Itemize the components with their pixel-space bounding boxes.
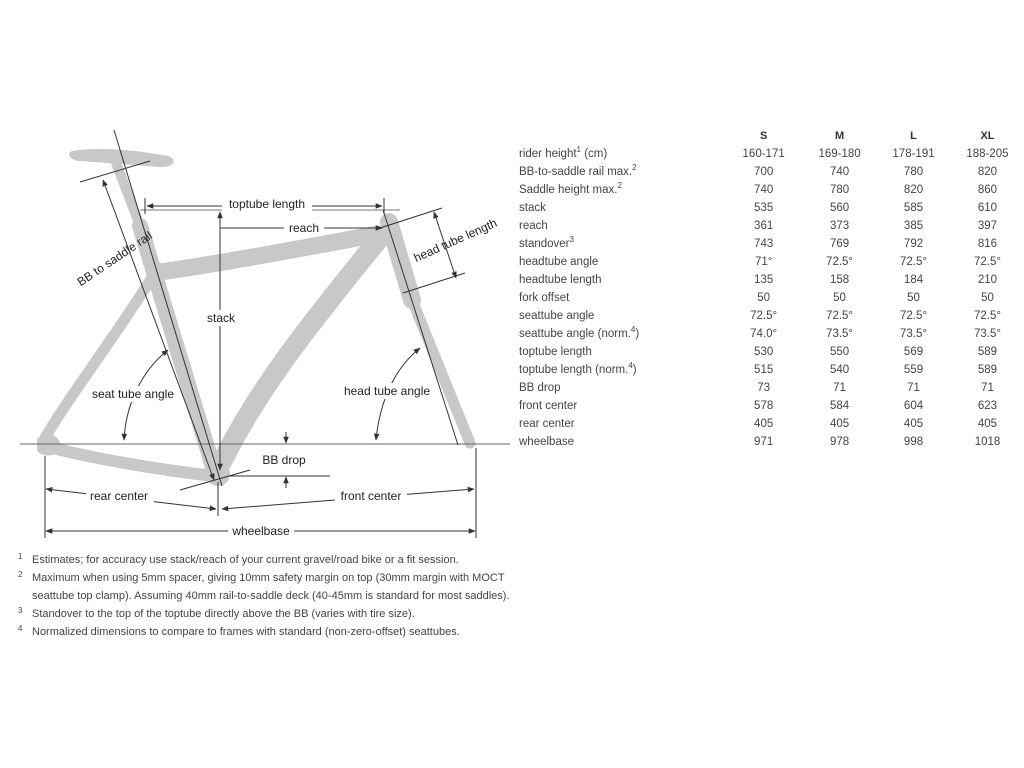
rear-dropout <box>38 435 60 454</box>
cell-l: 569 <box>903 346 924 358</box>
row-label <box>510 397 724 415</box>
label-head-tube-length: head tube length <box>411 215 500 265</box>
cell-xl: 589 <box>977 364 998 376</box>
table-row <box>510 343 1024 361</box>
label-wheelbase: wheelbase <box>232 524 290 538</box>
row-label-text: toptube length <box>519 346 592 358</box>
cell-l: 184 <box>903 274 924 286</box>
footnote-mark: 3 <box>18 606 23 615</box>
dimension-arrows <box>46 180 475 531</box>
cell-s: 50 <box>757 292 771 304</box>
frame-geometry-diagram <box>0 0 510 560</box>
cell-s: 700 <box>754 166 774 178</box>
row-label-text: Saddle height max. <box>519 184 618 196</box>
cell-l: 405 <box>903 418 924 430</box>
label-stack: stack <box>206 311 236 325</box>
geometry-table-body <box>510 145 1024 451</box>
row-label <box>510 217 724 235</box>
table-row <box>510 397 1024 415</box>
cell-s: 361 <box>754 220 774 232</box>
footnote <box>18 605 538 623</box>
cell-s: 971 <box>754 436 774 448</box>
cell-xl: 860 <box>977 184 998 196</box>
cell-l: 792 <box>903 238 924 250</box>
geometry-table <box>510 127 1024 451</box>
row-label-text: front center <box>519 400 578 412</box>
footnote-ref: 4 <box>628 361 633 371</box>
cell-xl: 50 <box>981 292 994 304</box>
label-rear-center: rear center <box>89 489 149 503</box>
seat-stay <box>45 268 158 438</box>
footnote-ref: 4 <box>630 325 636 335</box>
footnote-line: Standover to the top of the toptube directly above the BB (varies with tire size). <box>32 608 415 620</box>
cell-xl: 610 <box>977 202 998 214</box>
row-label-suffix: ) <box>632 364 637 376</box>
cell-m: 560 <box>829 202 850 214</box>
row-label-text: toptube length (norm. <box>519 364 629 376</box>
cell-m: 584 <box>829 400 850 412</box>
cell-xl: 72.5° <box>974 310 1001 322</box>
footnote-ref: 1 <box>576 145 581 155</box>
table-row <box>510 199 1024 217</box>
row-label <box>510 271 724 289</box>
footnote <box>18 623 538 641</box>
row-label <box>510 289 724 307</box>
table-row <box>510 217 1024 235</box>
label-seat-tube-angle: seat tube angle <box>91 387 175 401</box>
row-label <box>510 163 724 181</box>
row-label-text: stack <box>519 202 546 214</box>
table-row <box>510 433 1024 451</box>
row-label-text: standover <box>519 238 570 250</box>
footnotes <box>18 551 538 641</box>
row-label <box>510 433 724 451</box>
row-label-suffix: (cm) <box>581 148 608 160</box>
cell-m: 740 <box>829 166 850 178</box>
row-label <box>510 253 724 271</box>
footnote-ref: 3 <box>569 235 574 245</box>
cell-m: 405 <box>829 418 850 430</box>
row-label-suffix: ) <box>635 328 640 340</box>
row-label-text: rider height <box>519 148 577 160</box>
cell-l: 71 <box>907 382 920 394</box>
label-front-center: front center <box>340 489 402 503</box>
row-label <box>510 325 724 343</box>
footnote-mark: 4 <box>18 624 23 633</box>
fork <box>412 300 470 443</box>
cell-m: 550 <box>829 346 850 358</box>
table-row <box>510 181 1024 199</box>
cell-s: 535 <box>754 202 774 214</box>
footnote-ref: 2 <box>617 181 622 191</box>
cell-s: 743 <box>754 238 774 250</box>
cell-m: 373 <box>829 220 850 232</box>
label-bb-to-saddle-rail: BB to saddle rail <box>74 228 155 289</box>
table-row <box>510 235 1024 253</box>
row-label-text: reach <box>519 220 548 232</box>
row-label <box>510 307 724 325</box>
row-label-text: headtube length <box>519 274 602 286</box>
cell-s: 405 <box>754 418 774 430</box>
table-row <box>510 163 1024 181</box>
cell-m: 540 <box>829 364 850 376</box>
row-label <box>510 361 724 379</box>
cell-xl: 623 <box>977 400 998 412</box>
cell-xl: 816 <box>977 238 998 250</box>
row-label <box>510 181 724 199</box>
cell-xl: 589 <box>977 346 998 358</box>
table-row <box>510 361 1024 379</box>
cell-s: 530 <box>754 346 774 358</box>
cell-l: 820 <box>903 184 924 196</box>
row-label <box>510 145 724 163</box>
row-label <box>510 199 724 217</box>
cell-xl: 71 <box>981 382 994 394</box>
cell-s: 71° <box>754 256 773 268</box>
row-label <box>510 343 724 361</box>
row-label <box>510 379 724 397</box>
head-tube <box>389 222 412 300</box>
row-label-text: wheelbase <box>519 436 574 448</box>
label-reach: reach <box>288 221 320 235</box>
cell-l: 385 <box>903 220 924 232</box>
footnote-mark: 2 <box>18 570 23 579</box>
cell-m: 978 <box>829 436 850 448</box>
cell-l: 50 <box>907 292 920 304</box>
row-label <box>510 415 724 433</box>
row-label-text: rear center <box>519 418 575 430</box>
cell-m: 72.5° <box>826 310 854 322</box>
table-row <box>510 415 1024 433</box>
cell-l: 604 <box>903 400 924 412</box>
table-row <box>510 145 1024 163</box>
label-toptube-length: toptube length <box>228 197 306 211</box>
header-blank <box>510 127 724 145</box>
cell-l: 178-191 <box>892 148 935 160</box>
down-tube <box>222 240 378 462</box>
footnote-line: Estimates; for accuracy use stack/reach of your current gravel/road bike or a fit session. <box>32 554 459 566</box>
cell-l: 585 <box>903 202 924 214</box>
cell-l: 998 <box>903 436 924 448</box>
size-header-s: S <box>759 130 768 142</box>
cell-xl: 820 <box>977 166 998 178</box>
cell-m: 50 <box>833 292 846 304</box>
row-label-text: seattube angle (norm. <box>519 328 631 340</box>
chain-stay <box>45 446 214 476</box>
footnote-line: seattube top clamp). Assuming 40mm rail-to-saddle deck (40-45mm is standard for most saddles). <box>32 590 510 602</box>
table-row <box>510 271 1024 289</box>
footnote-ref: 2 <box>632 163 637 173</box>
cell-l: 73.5° <box>900 328 927 340</box>
cell-s: 74.0° <box>750 328 778 340</box>
table-row <box>510 253 1024 271</box>
cell-l: 72.5° <box>900 310 927 322</box>
size-header-l: L <box>910 130 917 142</box>
table-row <box>510 289 1024 307</box>
cell-xl: 397 <box>977 220 998 232</box>
size-header-m: M <box>834 130 845 142</box>
footnote-line: Normalized dimensions to compare to frames with standard (non-zero-offset) seattubes. <box>32 626 460 638</box>
cell-s: 72.5° <box>750 310 778 322</box>
footnote <box>18 569 538 605</box>
label-bb-drop: BB drop <box>262 453 306 467</box>
reference-lines <box>20 130 510 538</box>
cell-m: 769 <box>829 238 850 250</box>
footnote <box>18 551 538 569</box>
row-label-text: BB-to-saddle rail max. <box>519 166 633 178</box>
table-row <box>510 379 1024 397</box>
row-label-text: seattube angle <box>519 310 595 322</box>
cell-s: 515 <box>754 364 774 376</box>
cell-m: 72.5° <box>826 256 854 268</box>
table-row <box>510 307 1024 325</box>
cell-xl: 1018 <box>974 436 1001 448</box>
table-header-row <box>510 127 1024 145</box>
cell-s: 740 <box>754 184 774 196</box>
size-header-xl: XL <box>980 130 995 142</box>
cell-xl: 73.5° <box>974 328 1001 340</box>
cell-m: 169-180 <box>818 148 861 160</box>
cell-s: 73 <box>757 382 771 394</box>
cell-xl: 72.5° <box>974 256 1001 268</box>
cell-m: 71 <box>833 382 846 394</box>
row-label <box>510 235 724 253</box>
footnote-line: Maximum when using 5mm spacer, giving 10mm safety margin on top (30mm margin with MOCT <box>32 572 505 584</box>
cell-xl: 405 <box>977 418 998 430</box>
label-head-tube-angle: head tube angle <box>343 384 431 398</box>
cell-s: 135 <box>754 274 774 286</box>
cell-l: 72.5° <box>900 256 927 268</box>
cell-s: 578 <box>754 400 774 412</box>
cell-l: 780 <box>903 166 924 178</box>
cell-m: 780 <box>829 184 850 196</box>
row-label-text: BB drop <box>519 382 561 394</box>
cell-m: 158 <box>829 274 850 286</box>
cell-xl: 188-205 <box>966 148 1009 160</box>
table-row <box>510 325 1024 343</box>
row-label-text: headtube angle <box>519 256 599 268</box>
row-label-text: fork offset <box>519 292 570 304</box>
cell-l: 559 <box>903 364 924 376</box>
cell-xl: 210 <box>977 274 998 286</box>
cell-s: 160-171 <box>742 148 785 160</box>
cell-m: 73.5° <box>826 328 854 340</box>
footnote-mark: 1 <box>18 552 23 561</box>
